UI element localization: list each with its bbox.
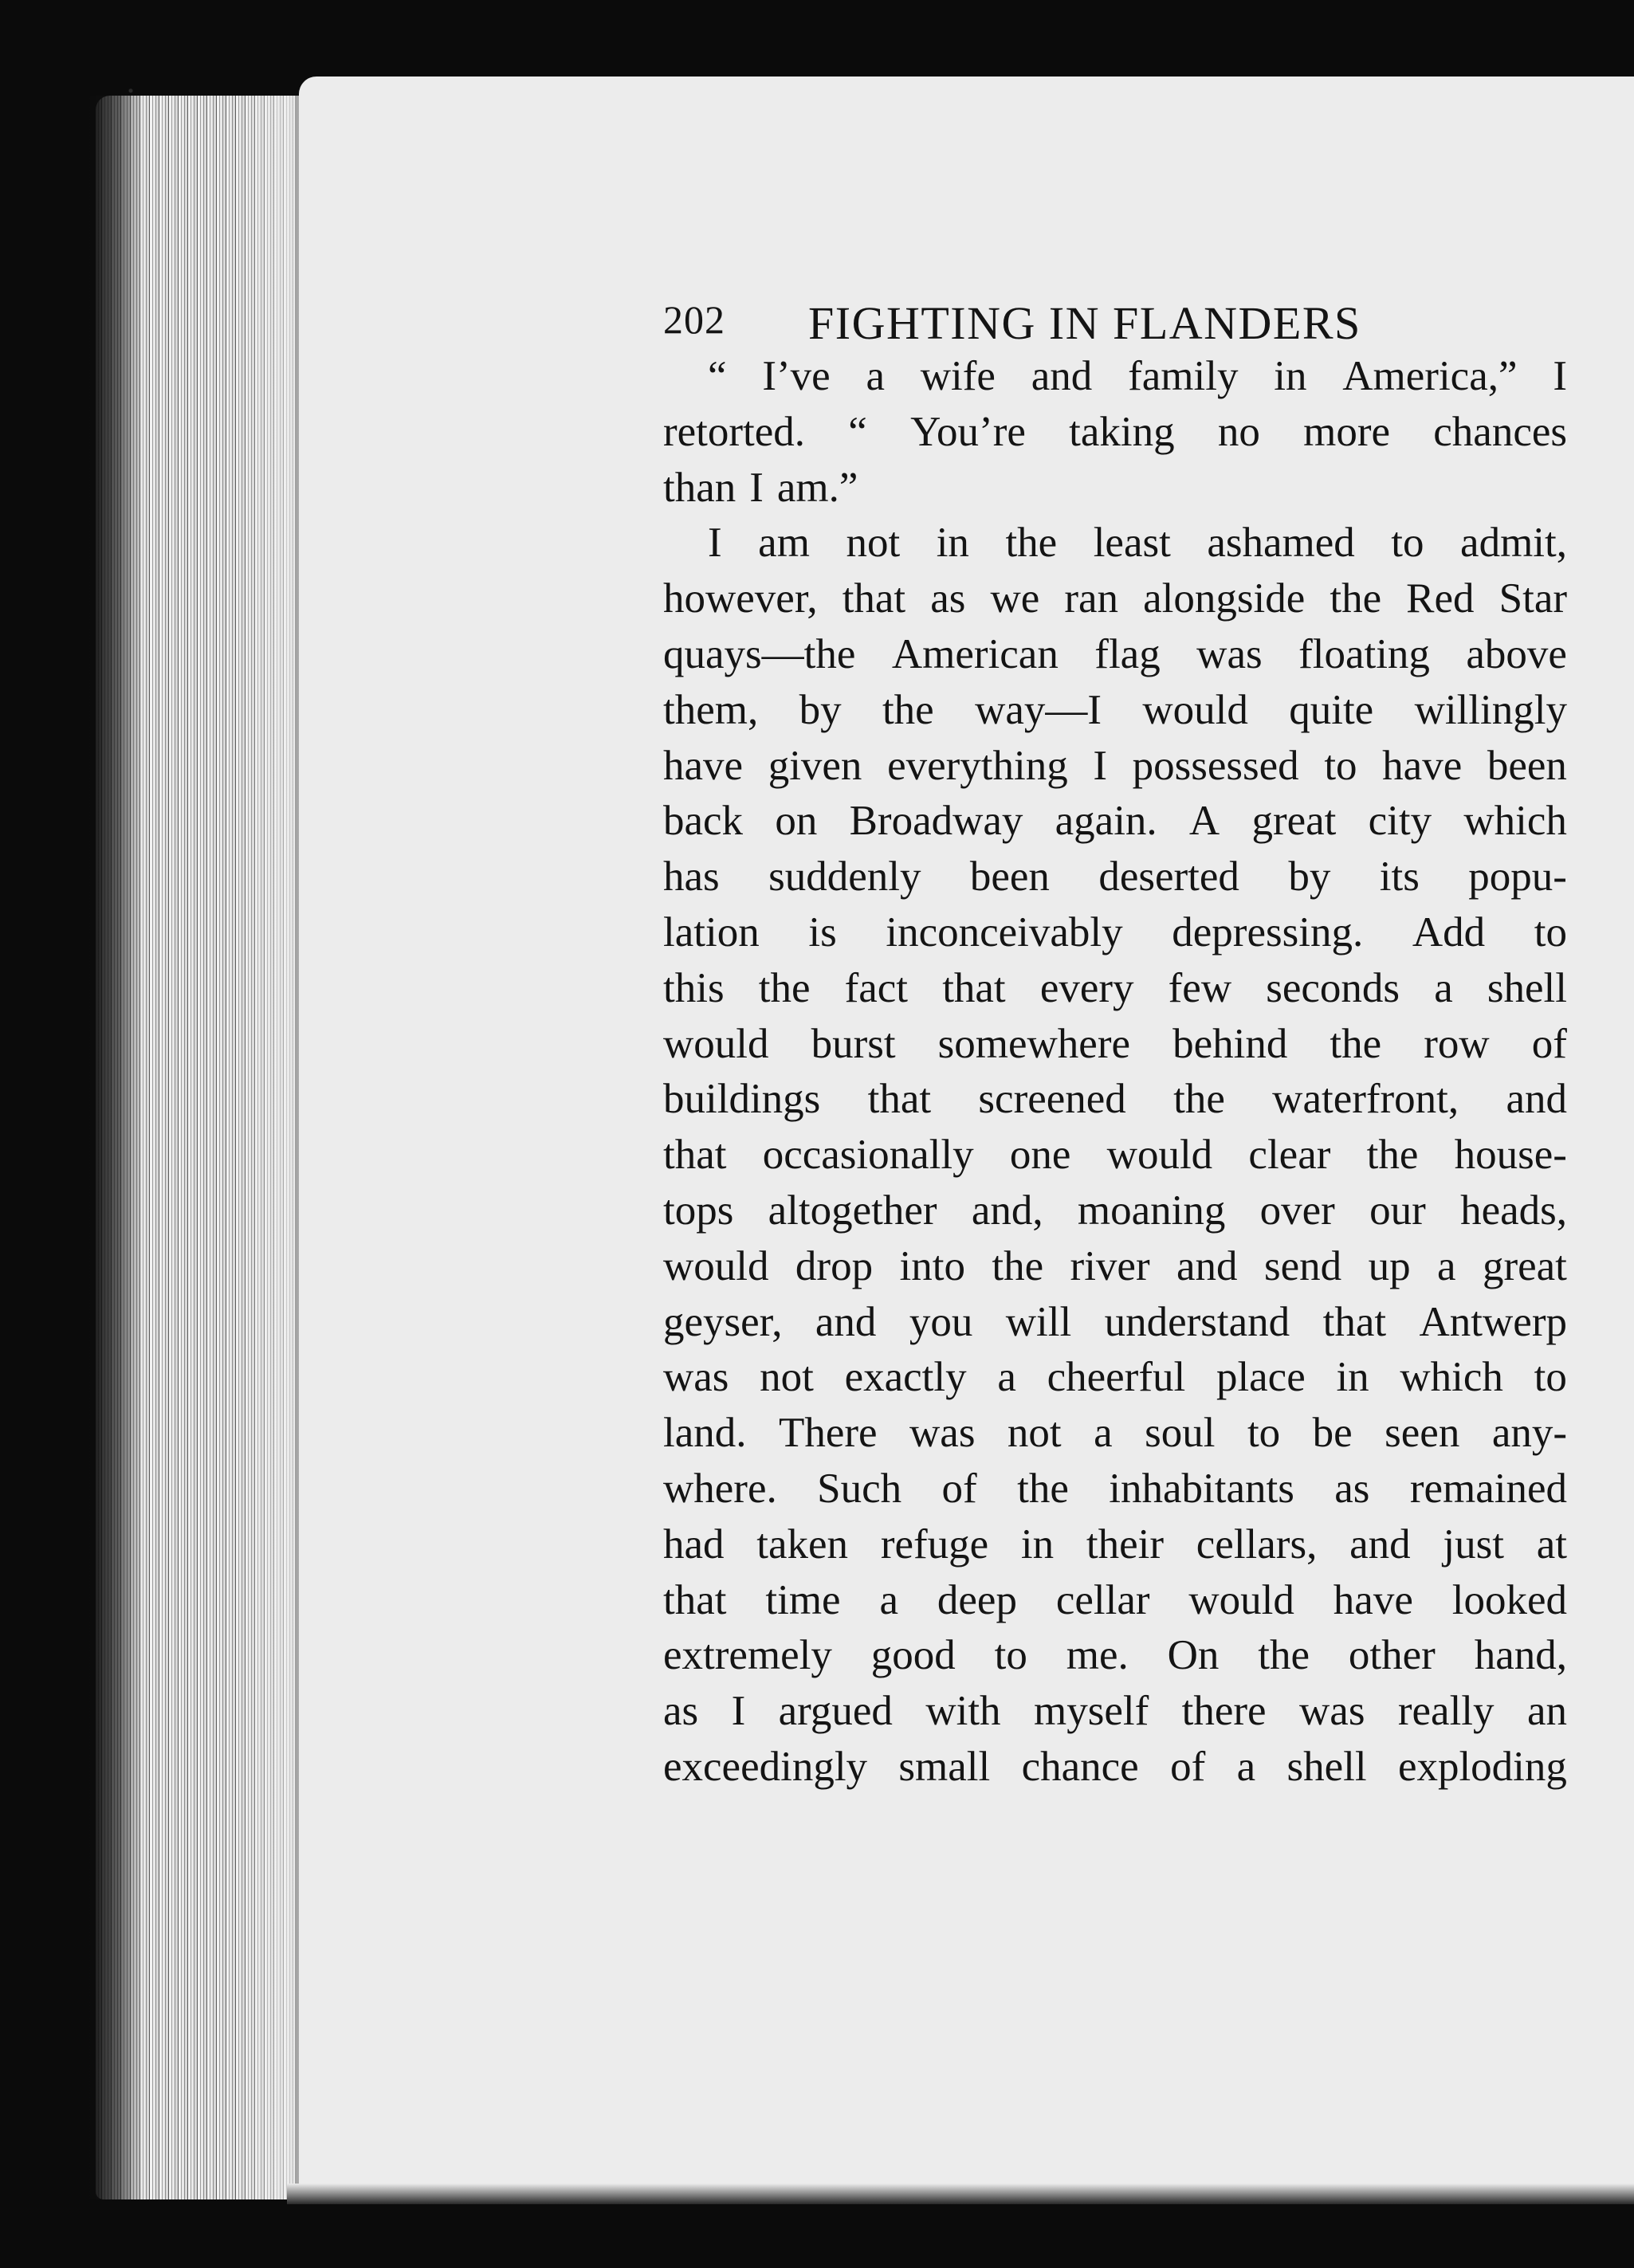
word: and xyxy=(815,1298,877,1345)
word: not xyxy=(760,1354,814,1401)
word: that xyxy=(663,1132,727,1179)
word: land. xyxy=(663,1410,747,1457)
running-head xyxy=(663,296,1567,349)
word: river xyxy=(1070,1242,1150,1289)
word: to xyxy=(1247,1410,1281,1457)
word: not xyxy=(1007,1410,1062,1457)
text-line xyxy=(663,1295,1567,1351)
word: You’re xyxy=(910,408,1026,455)
text-line xyxy=(663,850,1567,905)
word: of xyxy=(941,1465,977,1512)
word: floating xyxy=(1298,630,1430,677)
word: exploding xyxy=(1397,1743,1567,1790)
word: suddenly xyxy=(768,853,921,901)
word: will xyxy=(1005,1298,1072,1345)
word: a xyxy=(997,1354,1016,1401)
word: “ xyxy=(848,408,867,455)
word: a xyxy=(879,1576,898,1623)
page-bottom-edge xyxy=(287,2184,1634,2204)
word: as xyxy=(1334,1465,1370,1512)
word: as xyxy=(930,575,966,622)
word: burst xyxy=(811,1020,896,1067)
word: Red xyxy=(1406,575,1475,622)
word: looked xyxy=(1451,1576,1567,1623)
word: would xyxy=(663,1242,769,1289)
word: cheerful xyxy=(1047,1354,1186,1401)
word: which xyxy=(1463,798,1567,845)
word: was xyxy=(1196,630,1263,677)
word: I xyxy=(731,1688,746,1735)
word: you xyxy=(909,1298,973,1345)
word: heads, xyxy=(1460,1187,1567,1234)
word: have xyxy=(663,742,744,789)
word: over xyxy=(1259,1187,1335,1234)
word: the xyxy=(1005,520,1058,567)
word: understand xyxy=(1104,1298,1290,1345)
text-line xyxy=(663,1517,1567,1573)
word: and xyxy=(1349,1521,1411,1568)
word: the xyxy=(882,686,934,733)
word: I’ve xyxy=(762,353,831,399)
word: way—I xyxy=(975,686,1102,733)
word: of xyxy=(1531,1020,1567,1067)
text-line xyxy=(663,516,1567,571)
word: was xyxy=(1299,1688,1365,1735)
word: with xyxy=(925,1688,1001,1735)
word: and xyxy=(1031,353,1093,399)
word: to xyxy=(994,1632,1027,1679)
word: everything xyxy=(887,742,1068,789)
word: one xyxy=(1009,1132,1071,1179)
word: quite xyxy=(1289,686,1374,733)
word: the xyxy=(1330,1020,1382,1067)
word: at xyxy=(1536,1521,1567,1568)
word: send xyxy=(1263,1242,1342,1289)
word: “ xyxy=(708,353,727,399)
word: taken xyxy=(756,1521,849,1568)
text-line xyxy=(663,794,1567,850)
text-line xyxy=(663,1128,1567,1183)
text-line xyxy=(663,1406,1567,1462)
word: to xyxy=(1391,520,1424,567)
text-line xyxy=(663,405,1567,461)
word: I xyxy=(749,464,764,511)
word: as xyxy=(663,1688,699,1735)
word: I xyxy=(708,520,722,567)
word: I xyxy=(1093,742,1107,789)
word: been xyxy=(969,853,1050,901)
word: me. xyxy=(1066,1632,1129,1679)
word: in xyxy=(936,520,969,567)
word: a xyxy=(1434,964,1453,1011)
word: deserted xyxy=(1098,853,1239,901)
word: no xyxy=(1217,408,1260,455)
word: exceedingly xyxy=(663,1743,868,1790)
word: there xyxy=(1181,1688,1267,1735)
word: shell xyxy=(1286,1743,1367,1790)
word: other xyxy=(1348,1632,1436,1679)
word: inhabitants xyxy=(1109,1465,1294,1512)
word: really xyxy=(1397,1688,1495,1735)
word: alongside xyxy=(1143,575,1306,622)
word: which xyxy=(1400,1354,1503,1401)
text-line xyxy=(663,1350,1567,1406)
text-line xyxy=(663,683,1567,739)
word: that xyxy=(842,575,906,622)
word: and, xyxy=(971,1187,1043,1234)
word: chance xyxy=(1021,1743,1139,1790)
word: the xyxy=(1173,1076,1225,1123)
word: again. xyxy=(1055,798,1157,845)
word: behind xyxy=(1172,1020,1288,1067)
word: small xyxy=(898,1743,991,1790)
text-line xyxy=(663,1628,1567,1684)
word: have xyxy=(1382,742,1463,789)
word: screened xyxy=(978,1076,1126,1123)
word: drop xyxy=(795,1242,874,1289)
text-line xyxy=(663,739,1567,795)
word: the xyxy=(1017,1465,1069,1512)
word: ran xyxy=(1064,575,1119,622)
word: not xyxy=(846,520,901,567)
word: moaning xyxy=(1077,1187,1226,1234)
word: waterfront, xyxy=(1272,1076,1459,1123)
word: wife xyxy=(920,353,996,399)
word: am xyxy=(758,520,810,567)
word: in xyxy=(1020,1521,1055,1568)
word: a xyxy=(866,353,885,399)
word: altogether xyxy=(768,1187,937,1234)
word: an xyxy=(1526,1688,1567,1735)
word: be xyxy=(1312,1410,1353,1457)
word: that xyxy=(942,964,1006,1011)
word: by xyxy=(1288,853,1331,901)
text-line xyxy=(663,461,1567,516)
word: house- xyxy=(1454,1132,1567,1179)
word: more xyxy=(1303,408,1391,455)
word: argued xyxy=(778,1688,893,1735)
text-line xyxy=(663,1183,1567,1239)
word: back xyxy=(663,798,744,845)
word: American xyxy=(891,630,1059,677)
text-line xyxy=(663,1072,1567,1128)
word: seen xyxy=(1385,1410,1460,1457)
word: extremely xyxy=(663,1632,832,1679)
word: every xyxy=(1039,964,1134,1011)
word: in xyxy=(1274,353,1307,399)
word: exactly xyxy=(844,1354,967,1401)
word: ashamed xyxy=(1207,520,1355,567)
word: the xyxy=(992,1242,1044,1289)
word: I xyxy=(1553,353,1567,399)
word: am.” xyxy=(776,464,858,511)
word: has xyxy=(663,853,720,901)
text-line xyxy=(663,1239,1567,1295)
word: remained xyxy=(1409,1465,1567,1512)
text-line xyxy=(663,905,1567,961)
word: occasionally xyxy=(762,1132,974,1179)
body-text xyxy=(663,349,1567,1795)
word: willingly xyxy=(1414,686,1567,733)
word: to xyxy=(1534,1354,1567,1401)
word: was xyxy=(663,1354,729,1401)
word: taking xyxy=(1069,408,1175,455)
word: Add xyxy=(1412,908,1486,955)
word: geyser, xyxy=(663,1298,783,1345)
word: to xyxy=(1324,742,1357,789)
word: chances xyxy=(1433,408,1567,455)
word: up xyxy=(1368,1242,1411,1289)
word: is xyxy=(808,908,837,955)
word: would xyxy=(1106,1132,1213,1179)
word: good xyxy=(870,1632,956,1679)
word: shell xyxy=(1487,964,1567,1011)
word: tops xyxy=(663,1187,734,1234)
text-line xyxy=(663,627,1567,683)
word: fact xyxy=(844,964,909,1011)
page-number: 202 xyxy=(663,297,725,342)
word: this xyxy=(663,964,725,1011)
word: them, xyxy=(663,686,759,733)
word: given xyxy=(768,742,862,789)
word: somewhere xyxy=(937,1020,1131,1067)
word: inconceivably xyxy=(886,908,1123,955)
word: in xyxy=(1336,1354,1369,1401)
text-line xyxy=(663,571,1567,627)
word: would xyxy=(663,1020,769,1067)
word: that xyxy=(1322,1298,1387,1345)
word: that xyxy=(663,1576,727,1623)
word: clear xyxy=(1248,1132,1331,1179)
word: on xyxy=(775,798,818,845)
word: the xyxy=(1330,575,1382,622)
text-line xyxy=(663,1684,1567,1740)
word: and xyxy=(1176,1242,1238,1289)
word: cellars, xyxy=(1196,1521,1318,1568)
word: been xyxy=(1487,742,1567,789)
word: was xyxy=(909,1410,976,1457)
text-line xyxy=(663,1573,1567,1629)
word: flag xyxy=(1094,630,1161,677)
word: few xyxy=(1168,964,1232,1011)
word: cellar xyxy=(1055,1576,1150,1623)
text-line xyxy=(663,1740,1567,1795)
text-line xyxy=(663,961,1567,1017)
word: and xyxy=(1506,1076,1567,1123)
word: our xyxy=(1369,1187,1426,1234)
word: just xyxy=(1443,1521,1504,1568)
word: great xyxy=(1482,1242,1567,1289)
word: any- xyxy=(1491,1410,1567,1457)
word: the xyxy=(758,964,811,1011)
word: would xyxy=(1188,1576,1294,1623)
word: least xyxy=(1093,520,1171,567)
word: a xyxy=(1236,1743,1256,1790)
word: to xyxy=(1534,908,1567,955)
word: retorted. xyxy=(663,408,806,455)
word: There xyxy=(778,1410,878,1457)
text-line xyxy=(663,1462,1567,1517)
word: have xyxy=(1333,1576,1413,1623)
word: seconds xyxy=(1266,964,1400,1011)
word: Such xyxy=(817,1465,902,1512)
word: a xyxy=(1094,1410,1113,1457)
word: its xyxy=(1379,853,1420,901)
word: time xyxy=(765,1576,841,1623)
word: their xyxy=(1086,1521,1165,1568)
word: where. xyxy=(663,1465,777,1512)
word: row xyxy=(1424,1020,1490,1067)
word: hand, xyxy=(1474,1632,1567,1679)
word: lation xyxy=(663,908,760,955)
word: admit, xyxy=(1460,520,1567,567)
word: quays—the xyxy=(663,630,856,677)
word: possessed xyxy=(1132,742,1299,789)
text-block xyxy=(663,296,1567,1795)
word: popu- xyxy=(1468,853,1567,901)
word: that xyxy=(867,1076,932,1123)
word: into xyxy=(899,1242,965,1289)
word: the xyxy=(1366,1132,1419,1179)
book-spine-shadow xyxy=(88,96,143,2199)
word: Antwerp xyxy=(1419,1298,1567,1345)
word: great xyxy=(1251,798,1337,845)
word: had xyxy=(663,1521,725,1568)
word: refuge xyxy=(880,1521,989,1568)
word: than xyxy=(663,464,736,511)
word: family xyxy=(1128,353,1239,399)
running-title: FIGHTING IN FLANDERS xyxy=(808,297,1361,349)
word: Broadway xyxy=(849,798,1023,845)
word: a xyxy=(1436,1242,1456,1289)
word: soul xyxy=(1145,1410,1216,1457)
word: myself xyxy=(1033,1688,1149,1735)
word: would xyxy=(1142,686,1248,733)
word: America,” xyxy=(1342,353,1518,399)
word: city xyxy=(1368,798,1432,845)
word: deep xyxy=(937,1576,1017,1623)
word: of xyxy=(1170,1743,1206,1790)
word: by xyxy=(799,686,842,733)
word: buildings xyxy=(663,1076,821,1123)
word: however, xyxy=(663,575,818,622)
text-line xyxy=(663,349,1567,405)
word: above xyxy=(1466,630,1567,677)
word: place xyxy=(1216,1354,1306,1401)
word: the xyxy=(1258,1632,1310,1679)
word: On xyxy=(1167,1632,1220,1679)
word: we xyxy=(990,575,1040,622)
text-line xyxy=(663,1017,1567,1073)
word: A xyxy=(1188,798,1220,845)
word: depressing. xyxy=(1172,908,1364,955)
word: Star xyxy=(1498,575,1567,622)
